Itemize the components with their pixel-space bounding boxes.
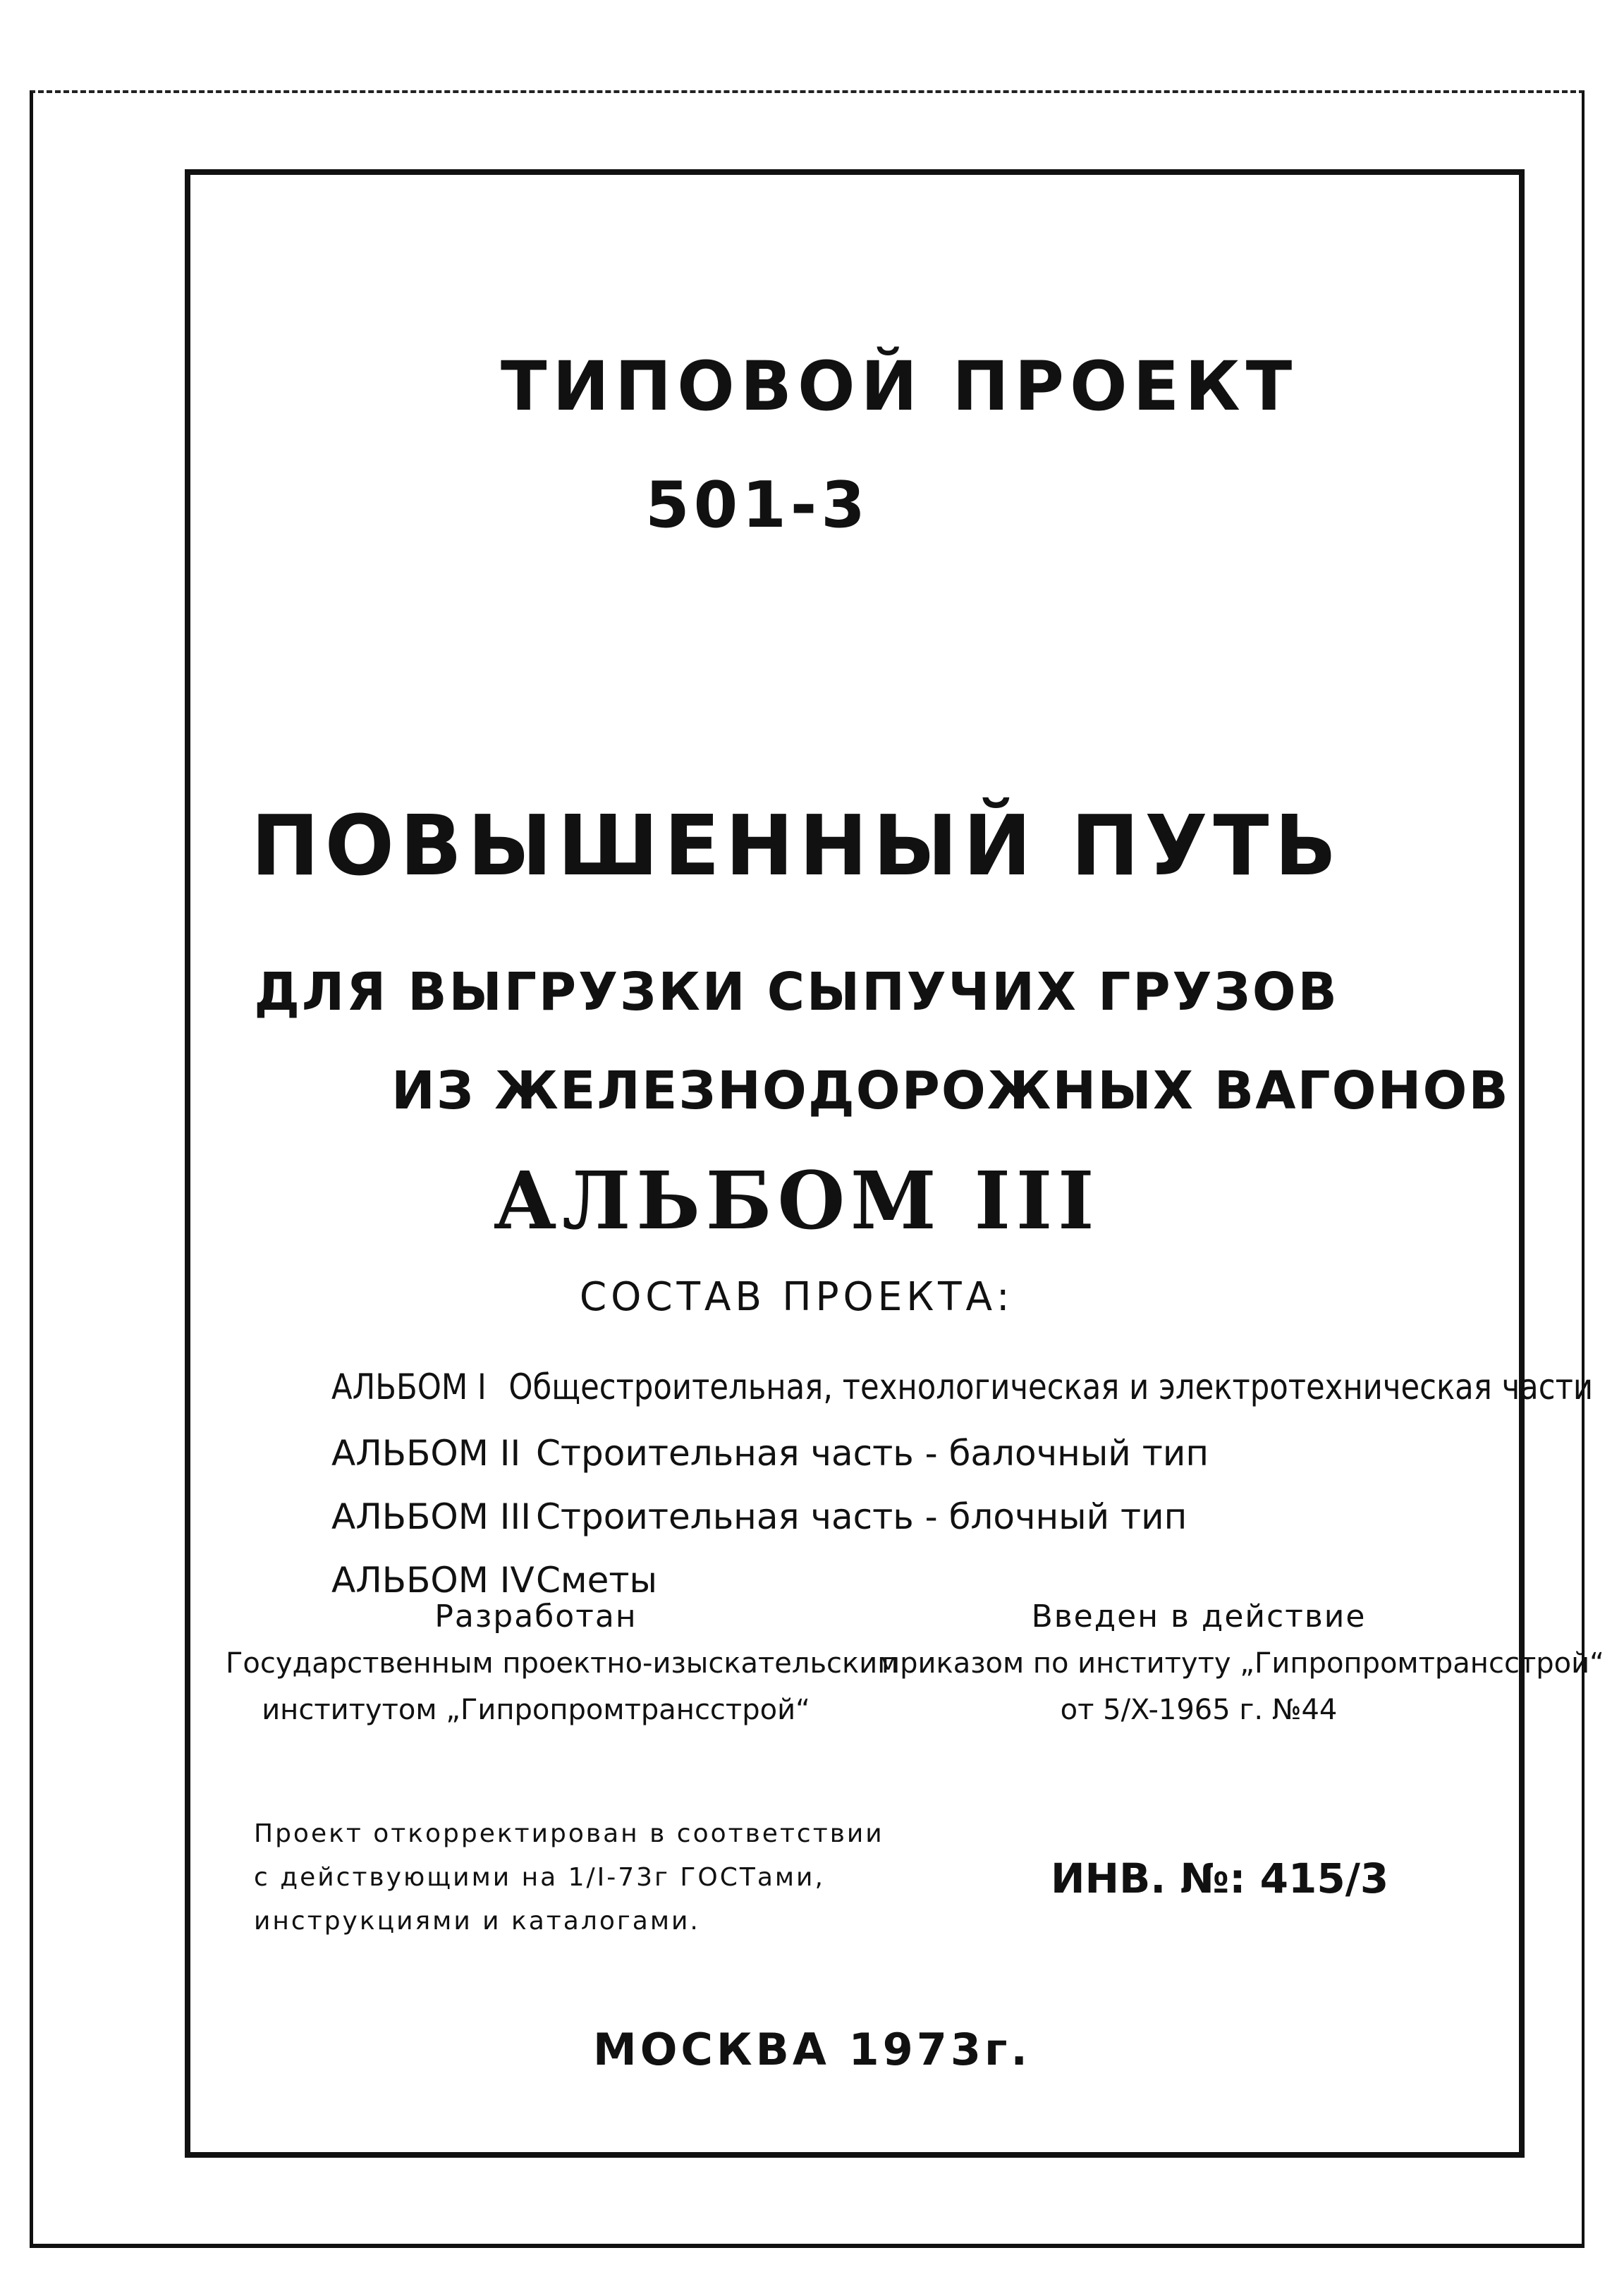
album-number: АЛЬБОМ IV <box>331 1560 535 1601</box>
album-number: АЛЬБОМ I <box>331 1367 487 1407</box>
correction-note <box>254 1812 884 1943</box>
main-title: ПОВЫШЕННЫЙ ПУТЬ <box>250 797 1343 894</box>
developed-heading: Разработан <box>434 1599 637 1635</box>
developed-by-block <box>226 1594 899 1733</box>
album-number: АЛЬБОМ II <box>331 1433 521 1474</box>
album-description: Общестроительная, технологическая и электротехническая части <box>508 1367 1594 1407</box>
composition-heading: СОСТАВ ПРОЕКТА: <box>579 1274 1014 1320</box>
correction-line-1: Проект откорректирован в соответствии <box>254 1819 884 1848</box>
introduced-block <box>881 1594 1604 1733</box>
developed-line-2: институтом „Гипропромтрансстрой“ <box>262 1694 810 1726</box>
album-description: Строительная часть - балочный тип <box>536 1433 1209 1474</box>
album-description: Сметы <box>536 1560 657 1601</box>
introduced-line-2: от 5/X-1965 г. №44 <box>1060 1694 1338 1726</box>
list-item <box>331 1367 1593 1407</box>
list-item <box>331 1496 1187 1537</box>
city-year: МОСКВА 1973г. <box>593 2024 1031 2075</box>
document-type: ТИПОВОЙ ПРОЕКТ <box>501 347 1298 426</box>
introduced-heading: Введен в действие <box>1031 1599 1367 1635</box>
introduced-line-1: приказом по институту „Гипропромтрансстрой“ <box>881 1647 1604 1680</box>
album-description: Строительная часть - блочный тип <box>536 1496 1188 1537</box>
inventory-number: ИНВ. №: 415/3 <box>1051 1855 1389 1902</box>
correction-line-2: с действующими на 1/I-73г ГОСТами, <box>254 1863 825 1892</box>
album-title: АЛЬБОМ III <box>493 1155 1100 1247</box>
correction-line-3: инструкциями и каталогами. <box>254 1907 700 1936</box>
list-item <box>331 1433 1209 1474</box>
album-number: АЛЬБОМ III <box>331 1496 532 1537</box>
developed-line-1: Государственным проектно-изыскательским <box>226 1647 899 1680</box>
subtitle-line-2: ИЗ ЖЕЛЕЗНОДОРОЖНЫХ ВАГОНОВ <box>391 1061 1510 1121</box>
document-number: 501-3 <box>645 468 869 542</box>
subtitle-line-1: ДЛЯ ВЫГРУЗКИ СЫПУЧИХ ГРУЗОВ <box>254 962 1339 1022</box>
